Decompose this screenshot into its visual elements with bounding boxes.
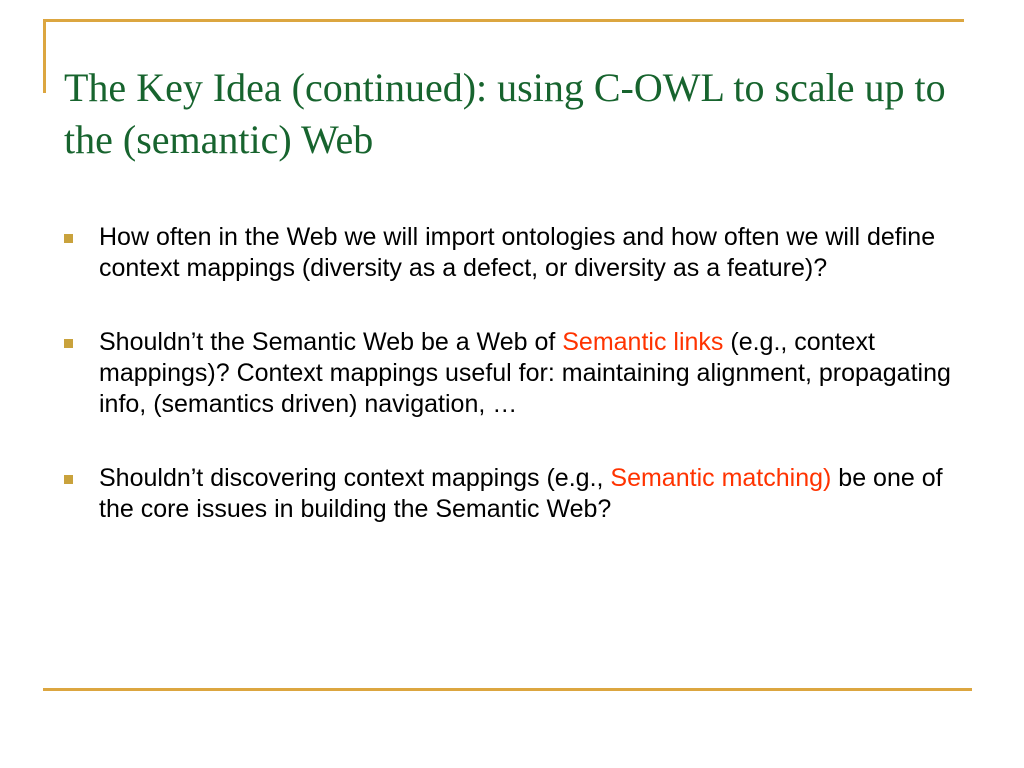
bottom-accent-line bbox=[43, 688, 972, 691]
bullet-item-semantic-matching bbox=[64, 463, 974, 525]
highlighted-term: Semantic links bbox=[562, 328, 724, 356]
slide-title: The Key Idea (continued): using C-OWL to scale up to the (semantic) Web bbox=[64, 65, 946, 162]
top-accent-line bbox=[43, 19, 964, 22]
bullet-item-semantic-links bbox=[64, 327, 974, 420]
bullet-text-after: be one of the core issues in building the Semantic Web? bbox=[99, 464, 943, 523]
bullet-list bbox=[64, 222, 974, 568]
highlighted-term: Semantic matching) bbox=[610, 464, 832, 492]
bullet-text-before: Shouldn’t the Semantic Web be a Web of bbox=[99, 328, 563, 356]
bullet-item-import-ontologies bbox=[64, 222, 974, 284]
square-bullet-icon bbox=[64, 339, 73, 348]
bullet-text: How often in the Web we will import ontologies and how often we will define context mappings (diversity as a defect, or diversity as a feature)? bbox=[99, 223, 936, 282]
bullet-text-after: (e.g., context mappings)? Context mappings useful for: maintaining alignment, propagating info, (semantics driven) navigation, … bbox=[99, 328, 951, 418]
square-bullet-icon bbox=[64, 234, 73, 243]
square-bullet-icon bbox=[64, 475, 73, 484]
left-accent-line bbox=[43, 19, 46, 93]
bullet-text-before: Shouldn’t discovering context mappings (e.g., bbox=[99, 464, 611, 492]
